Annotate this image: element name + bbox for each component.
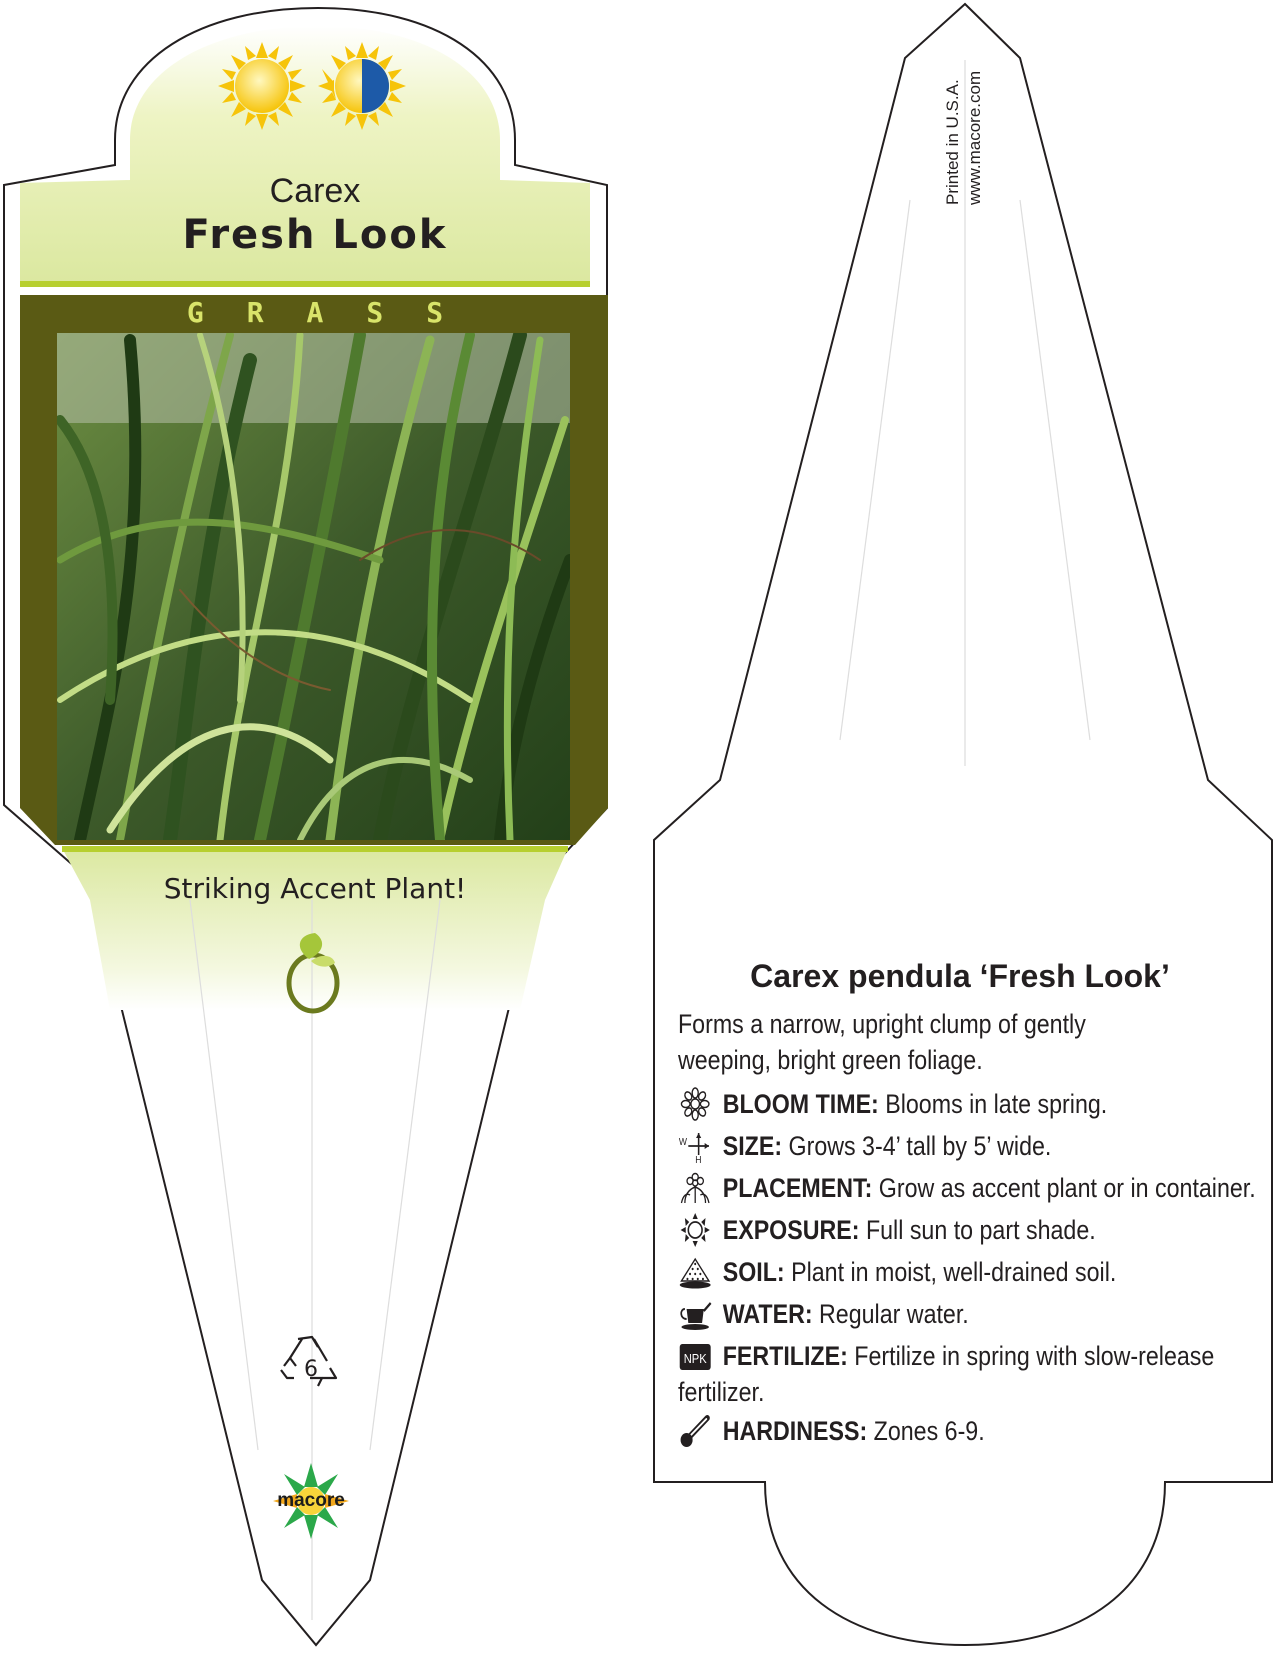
website-url: www.macore.com: [965, 70, 984, 205]
thermometer-icon: [678, 1414, 712, 1448]
brand-name: macore: [277, 1490, 345, 1511]
care-text-fertilize: Fertilize in spring with slow-release: [847, 1341, 1215, 1371]
care-text-soil: Plant in moist, well-drained soil.: [784, 1257, 1117, 1287]
care-text-size: Grows 3-4’ tall by 5’ wide.: [782, 1131, 1052, 1161]
care-label-hardiness: HARDINESS:: [722, 1416, 868, 1446]
care-label-size: SIZE:: [722, 1131, 783, 1161]
care-row-exposure: [678, 1209, 1228, 1251]
care-label-bloom-time: BLOOM TIME:: [722, 1089, 879, 1119]
care-text-bloom-time: Blooms in late spring.: [878, 1089, 1108, 1119]
care-row-placement: [678, 1167, 1256, 1209]
care-label-placement: PLACEMENT:: [722, 1173, 873, 1203]
care-row-size: [678, 1125, 1228, 1167]
plant-cultivar-title: Fresh Look: [182, 212, 448, 258]
plant-description: Forms a narrow, upright clump of gently weeping, bright green foliage.: [678, 1009, 1086, 1075]
plant-category: GRASS: [186, 296, 487, 329]
watering-can-icon: [678, 1297, 712, 1331]
printed-note: [942, 71, 986, 205]
care-label-exposure: EXPOSURE:: [722, 1215, 860, 1245]
size-height-letter: H: [695, 1154, 702, 1163]
care-row-soil: [678, 1251, 1228, 1293]
size-width-letter: W: [678, 1136, 687, 1148]
care-label-fertilize: FERTILIZE:: [722, 1341, 848, 1371]
care-text-hardiness: Zones 6-9.: [867, 1416, 985, 1446]
care-instructions: [678, 1083, 1256, 1452]
soil-icon: [678, 1255, 712, 1289]
care-row-water: [678, 1293, 1228, 1335]
care-row-hardiness: [678, 1410, 1228, 1452]
plant-tagline: Striking Accent Plant!: [163, 872, 467, 905]
fertilizer-icon: [678, 1339, 712, 1373]
plant-genus-title: Carex: [269, 172, 361, 210]
care-label-soil: SOIL:: [722, 1257, 785, 1287]
botanical-name-title: Carex pendula ‘Fresh Look’: [750, 958, 1170, 994]
flower-icon: [678, 1087, 712, 1121]
printed-origin: Printed in U.S.A.: [943, 79, 962, 205]
care-text-water: Regular water.: [812, 1299, 969, 1329]
npk-label: NPK: [683, 1351, 707, 1367]
sun-icon: [678, 1213, 712, 1247]
care-row-fertilize: [678, 1335, 1273, 1410]
care-text-fertilize-cont: fertilizer.: [678, 1377, 765, 1407]
placement-icon: [678, 1171, 712, 1205]
resin-code: 6: [304, 1357, 318, 1382]
care-text-exposure: Full sun to part shade.: [859, 1215, 1096, 1245]
care-row-bloom-time: [678, 1083, 1228, 1125]
size-icon: [678, 1129, 712, 1163]
care-label-water: WATER:: [722, 1299, 813, 1329]
care-text-placement: Grow as accent plant or in container.: [872, 1173, 1256, 1203]
